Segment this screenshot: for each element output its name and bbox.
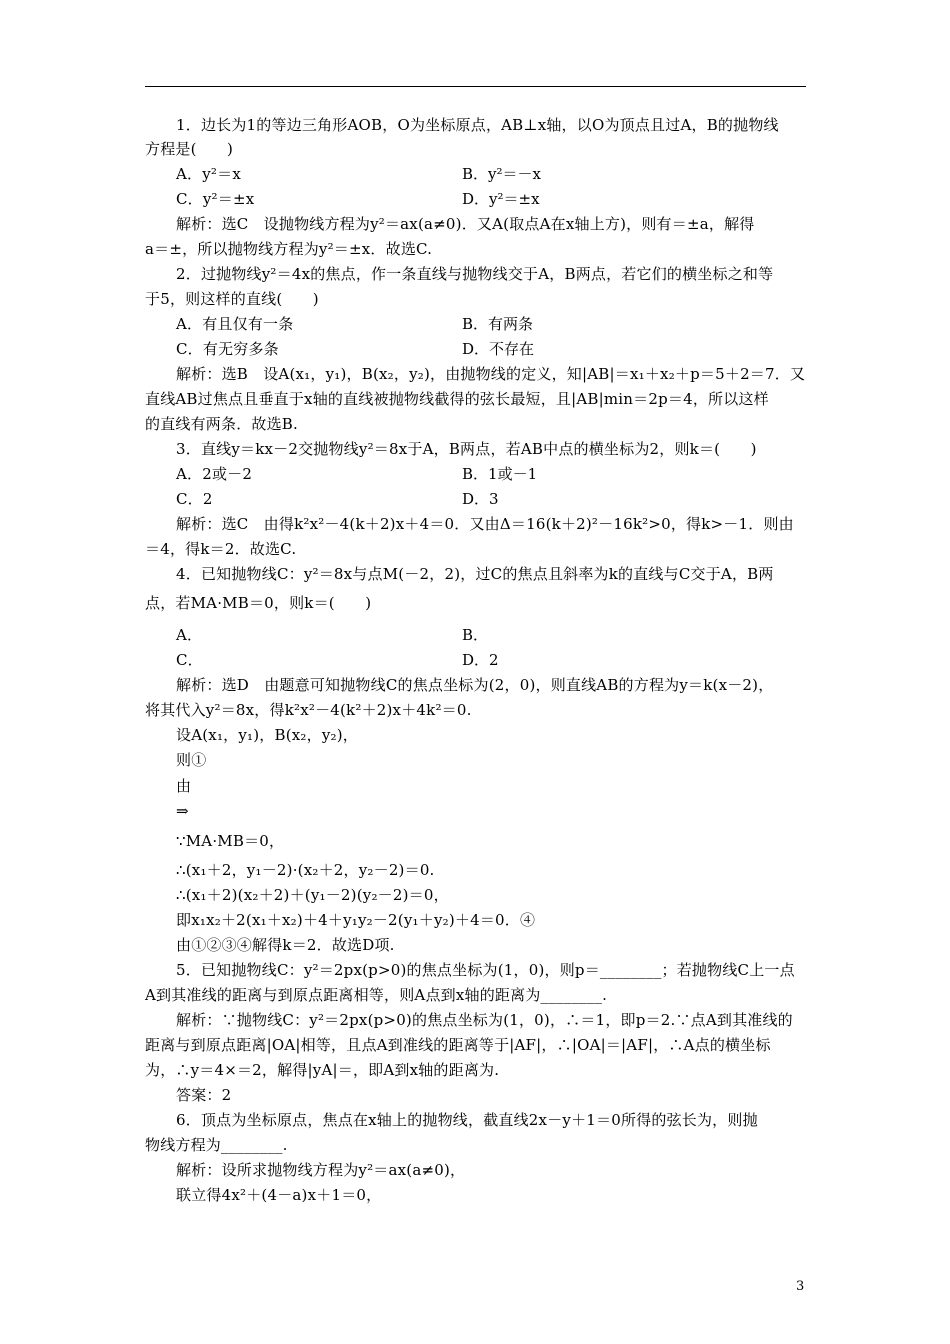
text-line: C． [176,651,203,669]
option-right: D．2 [462,651,499,669]
option-right: B．有两条 [462,315,534,333]
text-line: 点，若MA·MB＝0，则k＝( ) [145,594,372,612]
text-line: A．有且仅有一条 [176,315,294,333]
page-number: 3 [796,1279,805,1294]
text-line: 3．直线y＝kx－2交抛物线y²＝8x于A，B两点，若AB中点的横坐标为2，则k＝( ) [176,440,757,458]
text-line: 设A(x₁，y₁)，B(x₂，y₂)， [176,726,358,744]
text-line: 解析：选C 由得k²x²－4(k＋2)x＋4＝0．又由Δ＝16(k＋2)²－16k²>0，得k>－1．则由 [176,515,794,533]
text-line: 即x₁x₂＋2(x₁＋x₂)＋4＋y₁y₂－2(y₁＋y₂)＋4＝0．④ [176,911,536,929]
text-line: 解析：选C 设抛物线方程为y²＝ax(a≠0)．又A(取点A在x轴上方)，则有＝±a，解得 [176,215,755,233]
text-line: C．y²＝±x [176,190,255,208]
text-line: 距离与到原点距离|OA|相等，且点A到准线的距离等于|AF|，∴|OA|＝|AF|，∴A点的横坐标 [145,1036,771,1054]
text-line: 解析：∵抛物线C：y²＝2px(p>0)的焦点坐标为(1，0)，∴＝1，即p＝2.∵点A到其准线的 [176,1011,793,1029]
text-line: 方程是( ) [145,140,234,158]
text-line: 5．已知抛物线C：y²＝2px(p>0)的焦点坐标为(1，0)，则p＝________；若抛物线C上一点 [176,961,795,979]
text-line: 答案：2 [176,1086,247,1104]
text-line: 直线AB过焦点且垂直于x轴的直线被抛物线截得的弦长最短，且|AB|min＝2p＝4，所以这样 [145,390,769,408]
text-line: 联立得4x²＋(4－a)x＋1＝0， [176,1186,382,1204]
text-line: 于5，则这样的直线( ) [145,290,319,308]
text-line: A．2或－2 [176,465,253,483]
text-line: 物线方程为________. [145,1136,288,1154]
text-line: 1．边长为1的等边三角形AOB，O为坐标原点，AB⊥x轴，以O为顶点且过A，B的抛物线 [176,116,779,134]
header-rule [145,86,806,87]
option-right: B．y²＝－x [462,165,541,183]
text-line: A到其准线的距离与到原点距离相等，则A点到x轴的距离为________. [145,986,608,1004]
text-line: C．2 [176,490,213,508]
text-line: 解析：选B 设A(x₁，y₁)，B(x₂，y₂)，由抛物线的定义，知|AB|＝x₁＋x₂＋p＝5＋2＝7．又 [176,365,806,383]
text-line: 解析：设所求抛物线方程为y²＝ax(a≠0)， [176,1161,466,1179]
text-line: 将其代入y²＝8x，得k²x²－4(k²＋2)x＋4k²＝0. [145,701,472,719]
text-line: ＝4，得k＝2．故选C. [145,540,297,558]
text-line: 的直线有两条．故选B. [145,415,298,433]
text-line: 则① [176,751,207,769]
text-line: 为，∴y＝4×＝2，解得|yA|＝，即A到x轴的距离为. [145,1061,500,1079]
text-line: 由 [176,777,192,795]
text-line: 解析：选D 由题意可知抛物线C的焦点坐标为(2，0)，则直线AB的方程为y＝k(x－2)， [176,676,774,694]
option-right: D．3 [462,490,499,508]
text-line: A． [176,626,203,644]
option-right: D．不存在 [462,340,535,358]
text-line: ⇒ [176,802,189,820]
option-right: D．y²＝±x [462,190,540,208]
text-line: A．y²＝x [176,165,241,183]
text-line: ∴(x₁＋2，y₁－2)·(x₂＋2，y₂－2)＝0. [176,861,435,879]
text-line: ∴(x₁＋2)(x₂＋2)＋(y₁－2)(y₂－2)＝0， [176,886,449,904]
text-line: ∵MA·MB＝0， [176,832,285,850]
text-line: 2．过抛物线y²＝4x的焦点，作一条直线与抛物线交于A，B两点，若它们的横坐标之和等 [176,265,774,283]
text-line: a＝±，所以抛物线方程为y²＝±x．故选C. [145,240,433,258]
text-line: 由①②③④解得k＝2．故选D项. [176,936,395,954]
text-line: 4．已知抛物线C：y²＝8x与点M(－2，2)，过C的焦点且斜率为k的直线与C交于A，B两 [176,565,774,583]
option-right: B． [462,626,489,644]
text-line: C．有无穷多条 [176,340,279,358]
text-line: 6．顶点为坐标原点，焦点在x轴上的抛物线，截直线2x－y＋1＝0所得的弦长为，则抛 [176,1111,758,1129]
option-right: B．1或－1 [462,465,538,483]
